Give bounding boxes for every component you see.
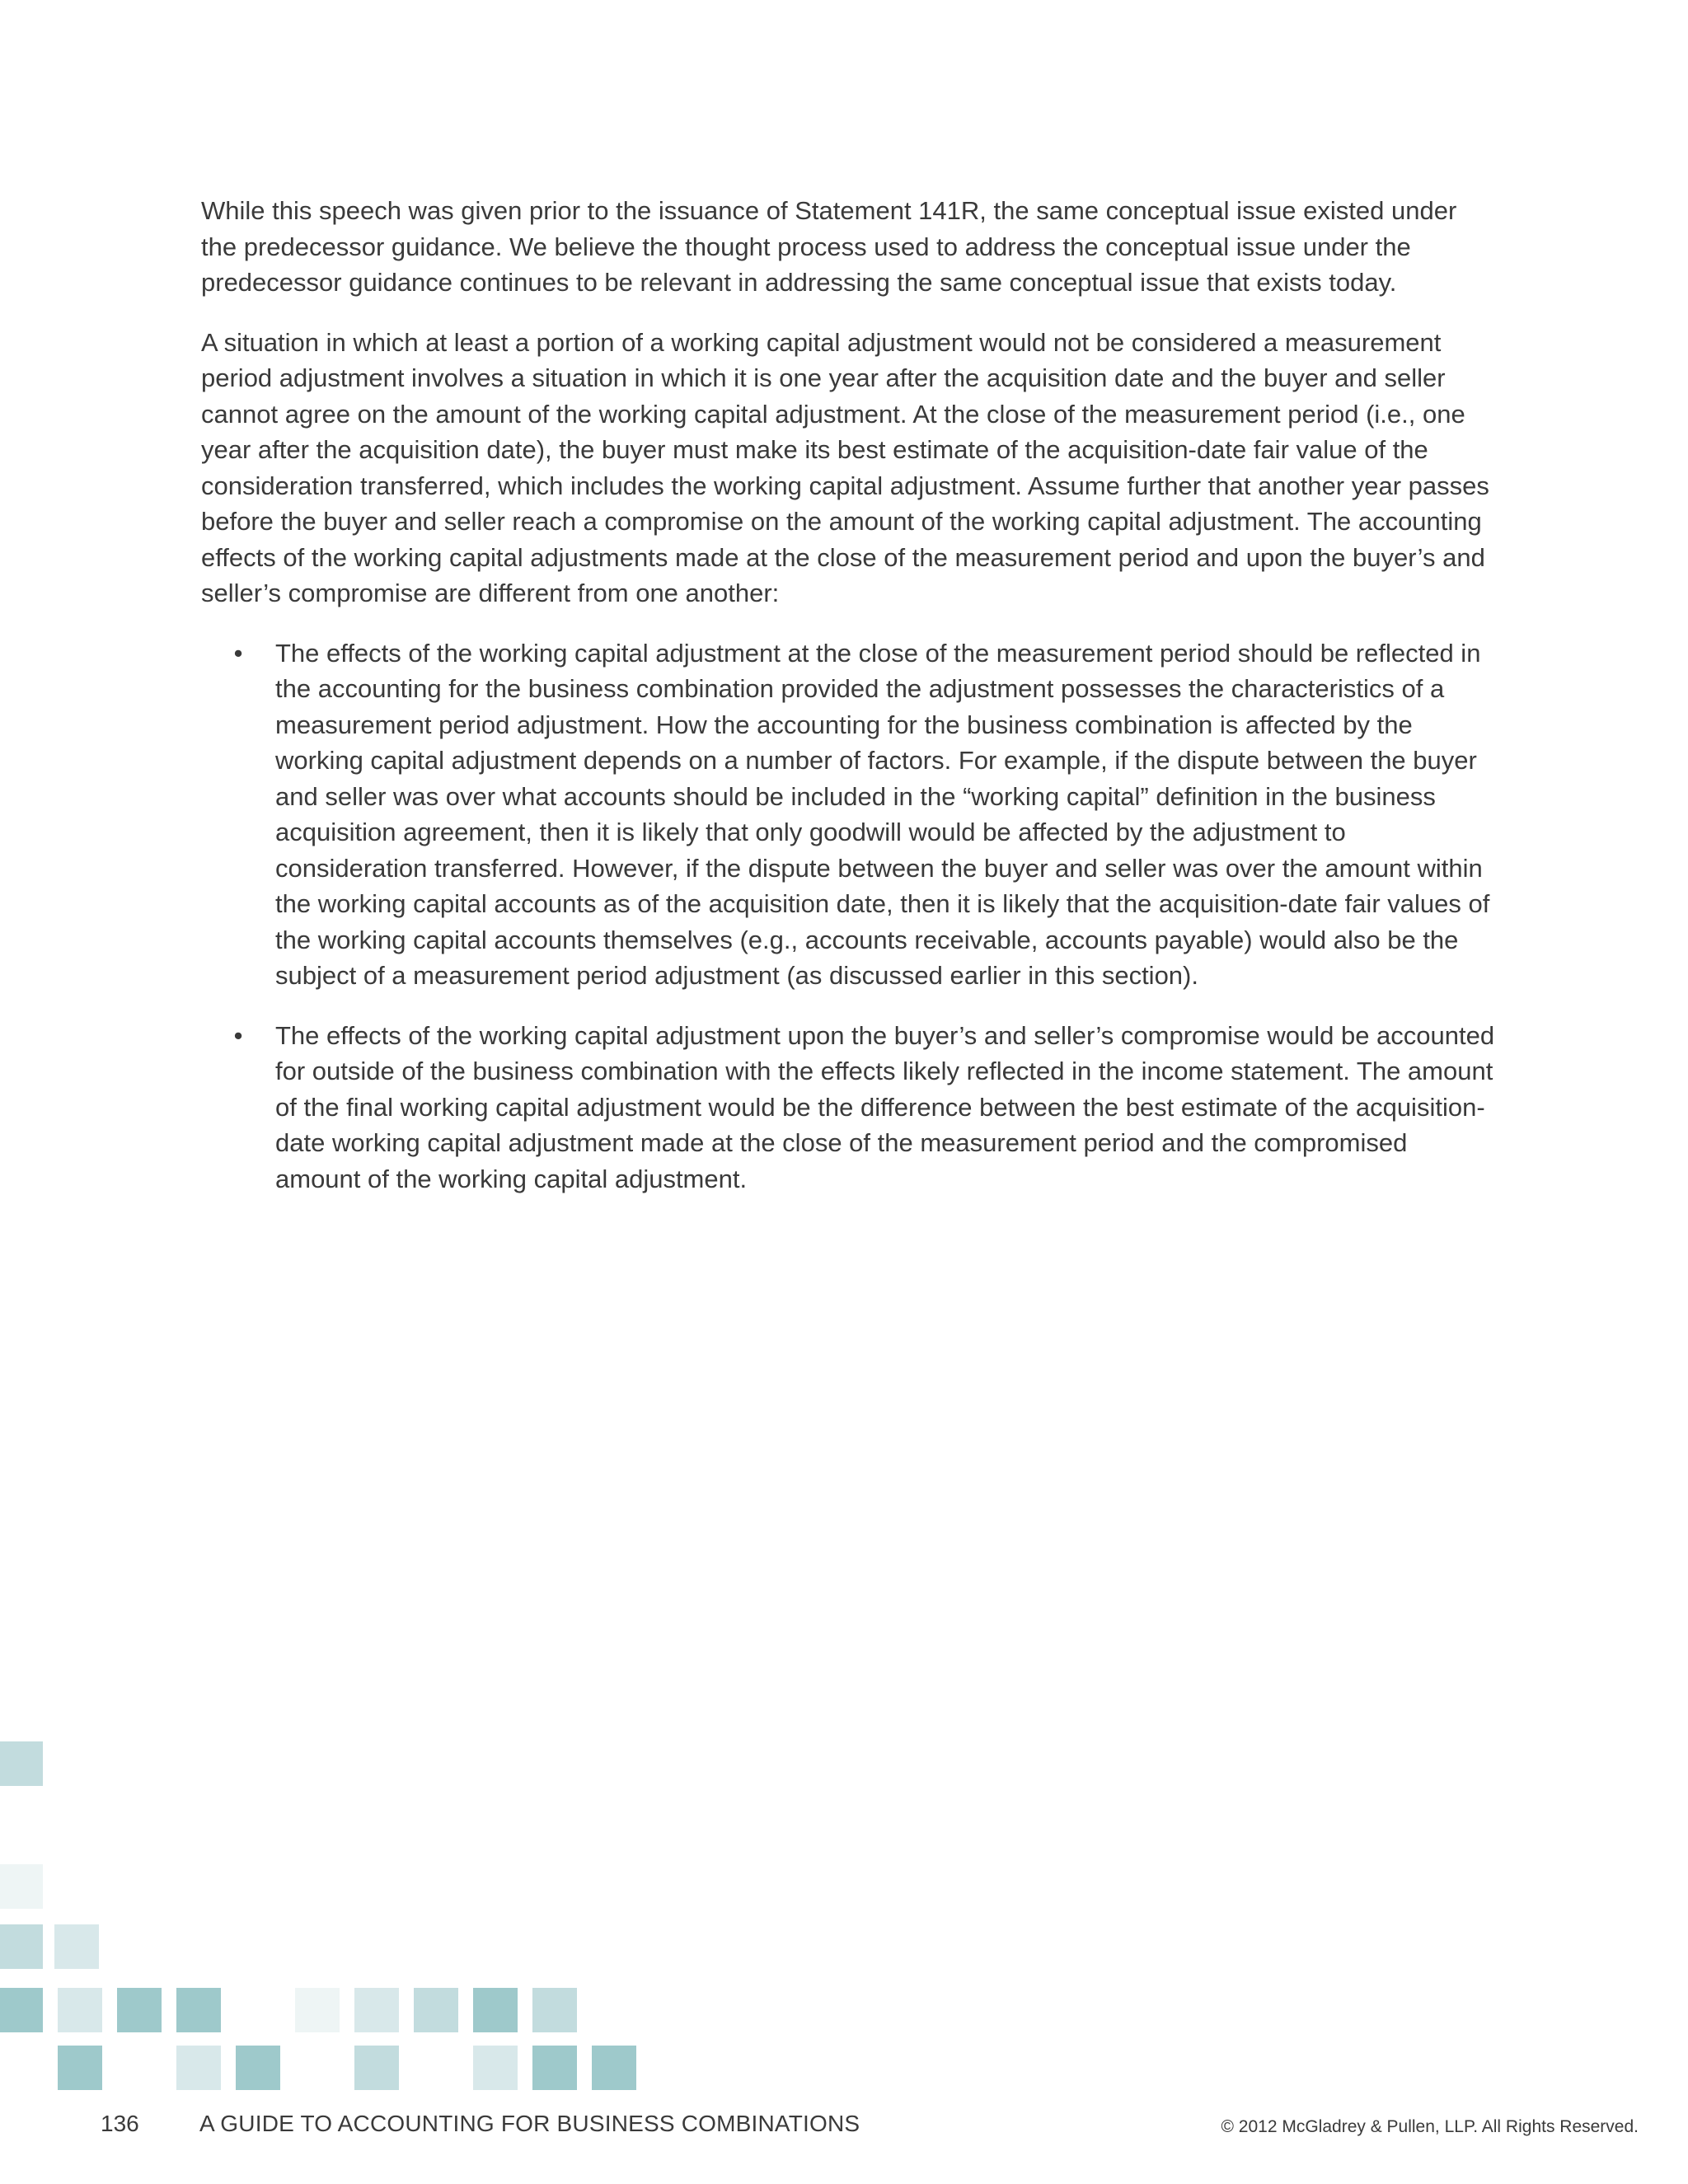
decor-square — [414, 1988, 458, 2032]
decor-square — [0, 1924, 43, 1969]
decor-square — [532, 1988, 577, 2032]
decor-square — [592, 2046, 636, 2090]
running-title: A GUIDE TO ACCOUNTING FOR BUSINESS COMBINATIONS — [199, 2111, 860, 2136]
decor-square — [117, 1988, 162, 2032]
decor-square — [354, 2046, 399, 2090]
bullet-text: The effects of the working capital adjustment at the close of the measurement period should be reflected in the accounting for the business combination provided the adjustment possesses the characteristics of a measurement period adjustment. How the accounting for the business combination is affected by the working capital adjustment depends on a number of factors. For example, if the dispute between the buyer and seller was over what accounts should be included in the “working capital” definition in the business acquisition agreement, then it is likely that only goodwill would be affected by the adjustment to consideration transferred. However, if the dispute between the buyer and seller was over the amount within the working capital accounts as of the acquisition date, then it is likely that the acquisition-date fair values of the working capital accounts themselves (e.g., accounts receivable, accounts payable) would also be the subject of a measurement period adjustment (as discussed earlier in this section). — [275, 638, 1490, 990]
decor-square — [176, 2046, 221, 2090]
decor-square — [532, 2046, 577, 2090]
decor-square — [236, 2046, 280, 2090]
bullet-list-item — [201, 1018, 1495, 1197]
bullet-text: The effects of the working capital adjustment upon the buyer’s and seller’s compromise would be accounted for outside of the business combination with the effects likely reflected in the income statement. The amount of the final working capital adjustment would be the difference between the best estimate of the acquisition-date working capital adjustment made at the close of the measurement period and the compromised amount of the working capital adjustment. — [275, 1020, 1495, 1193]
decor-square — [54, 1924, 99, 1969]
paragraph: While this speech was given prior to the issuance of Statement 141R, the same conceptual issue existed under the predecessor guidance. We believe the thought process used to address the conceptual issue under the predecessor guidance continues to be relevant in addressing the same conceptual issue that exists today. — [201, 196, 1457, 297]
bullet-icon: • — [233, 638, 243, 668]
bullet-list — [201, 635, 1495, 1197]
decor-square — [473, 2046, 518, 2090]
decor-square — [0, 1741, 43, 1786]
decor-square — [295, 1988, 340, 2032]
bullet-icon: • — [233, 1020, 243, 1050]
decor-square — [354, 1988, 399, 2032]
paragraph: A situation in which at least a portion of a working capital adjustment would not be considered a measurement period adjustment involves a situation in which it is one year after the acquisition date and the buyer and seller cannot agree on the amount of the working capital adjustment. At the close of the measurement period (i.e., one year after the acquisition date), the buyer must make its best estimate of the acquisition-date fair value of the consideration transferred, which includes the working capital adjustment. Assume further that another year passes before the buyer and seller reach a compromise on the amount of the working capital adjustment. The accounting effects of the working capital adjustments made at the close of the measurement period and upon the buyer’s and seller’s compromise are different from one another: — [201, 327, 1489, 607]
decor-square — [473, 1988, 518, 2032]
decor-square — [58, 1988, 102, 2032]
decor-square — [0, 1864, 43, 1909]
decor-square — [176, 1988, 221, 2032]
decor-square — [0, 1988, 43, 2032]
bullet-list-item — [201, 635, 1495, 994]
body-text — [201, 193, 1495, 1221]
copyright-notice: © 2012 McGladrey & Pullen, LLP. All Rights Reserved. — [1221, 2117, 1639, 2136]
page-number: 136 — [101, 2111, 139, 2136]
decor-square — [58, 2046, 102, 2090]
